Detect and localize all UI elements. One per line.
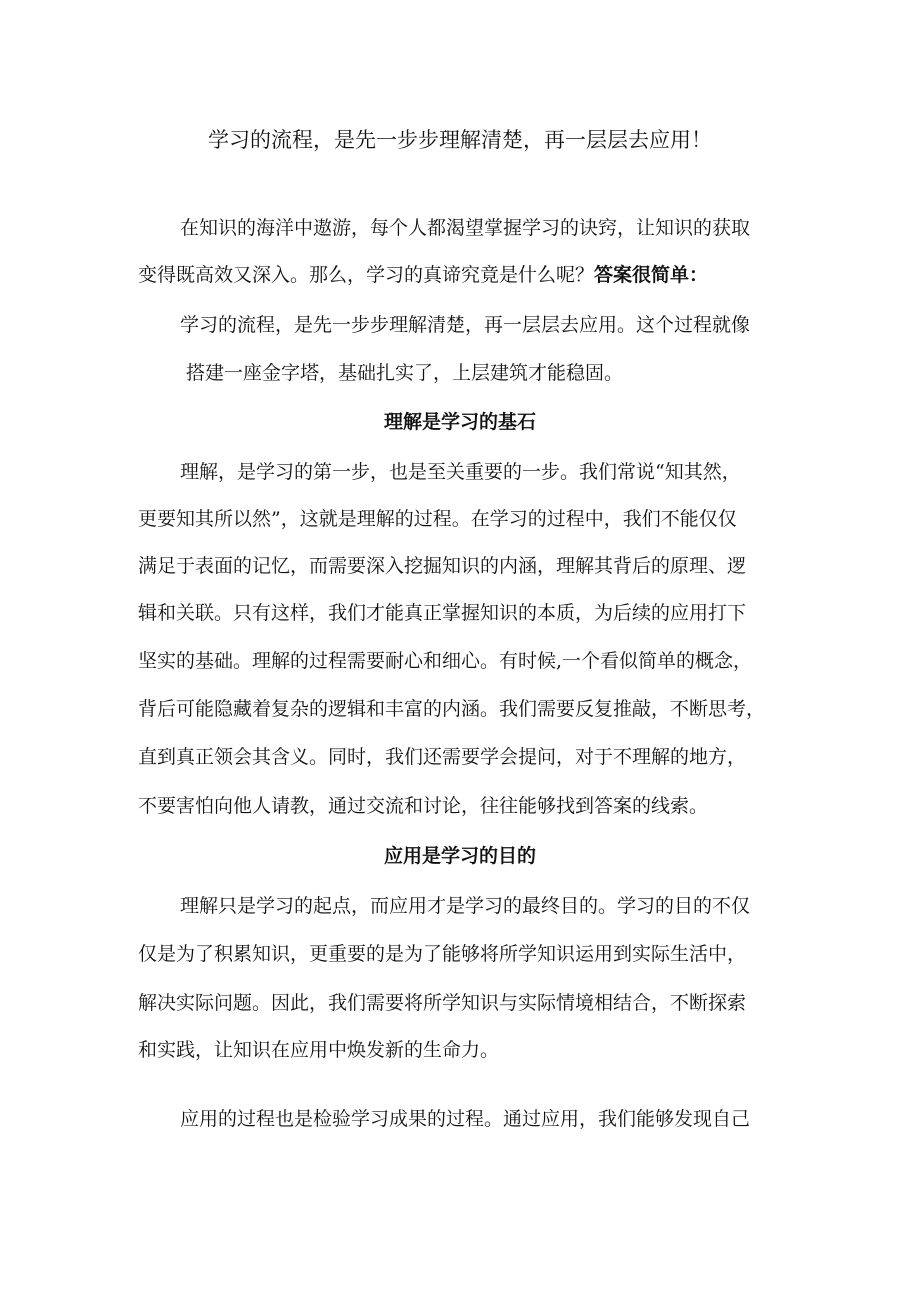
section1-line-1: 理解，是学习的第一步，也是至关重要的一步。我们常说“知其然， <box>180 461 741 483</box>
section2-line-2: 仅是为了积累知识，更重要的是为了能够将所学知识运用到实际生活中， <box>138 943 747 965</box>
section1-line-4: 辑和关联。只有这样，我们才能真正掌握知识的本质，为后续的应用打下 <box>138 602 747 624</box>
section1-heading: 理解是学习的基石 <box>383 411 536 433</box>
section1-line-7: 直到真正领会其含义。同时，我们还需要学会提问，对于不理解的地方， <box>138 746 747 768</box>
section1-line-3: 满足于表面的记忆，而需要深入挖掘知识的内涵，理解其背后的原理、逻 <box>138 555 747 577</box>
section1-line-5: 坚实的基础。理解的过程需要耐心和细心。有时候,一个看似简单的概念， <box>138 650 753 672</box>
section2-line-3: 解决实际问题。因此，我们需要将所学知识与实际情境相结合，不断探索 <box>138 992 747 1014</box>
document-title: 学习的流程，是先一步步理解清楚，再一层层去应用！ <box>208 128 712 152</box>
section1-line-2: 更要知其所以然”，这就是理解的过程。在学习的过程中，我们不能仅仅 <box>138 508 737 530</box>
section2-last-line: 应用的过程也是检验学习成果的过程。通过应用，我们能够发现自己 <box>180 1108 751 1130</box>
intro-line-2 <box>138 262 788 288</box>
intro-line-1: 在知识的海洋中遨游，每个人都渴望掌握学习的诀窍，让知识的获取 <box>180 217 751 239</box>
section1-line-6: 背后可能隐藏着复杂的逻辑和丰富的内涵。我们需要反复推敲，不断思考， <box>138 698 766 720</box>
intro-line-4: 搭建一座金字塔，基础扎实了，上层建筑才能稳固。 <box>180 362 624 384</box>
section2-heading: 应用是学习的目的 <box>383 845 536 867</box>
section2-line-4: 和实践，让知识在应用中焕发新的生命力。 <box>138 1039 500 1061</box>
intro-line-3: 学习的流程，是先一步步理解清楚，再一层层去应用。这个过程就像 <box>180 314 751 336</box>
intro-line-2-text: 变得既高效又深入。那么，学习的真谛究竟是什么呢？ <box>138 264 595 286</box>
intro-answer-bold: 答案很简单： <box>594 264 709 286</box>
section2-line-1: 理解只是学习的起点，而应用才是学习的最终目的。学习的目的不仅 <box>180 895 751 917</box>
section1-line-8: 不要害怕向他人请教，通过交流和讨论，往往能够找到答案的线索。 <box>138 795 709 817</box>
